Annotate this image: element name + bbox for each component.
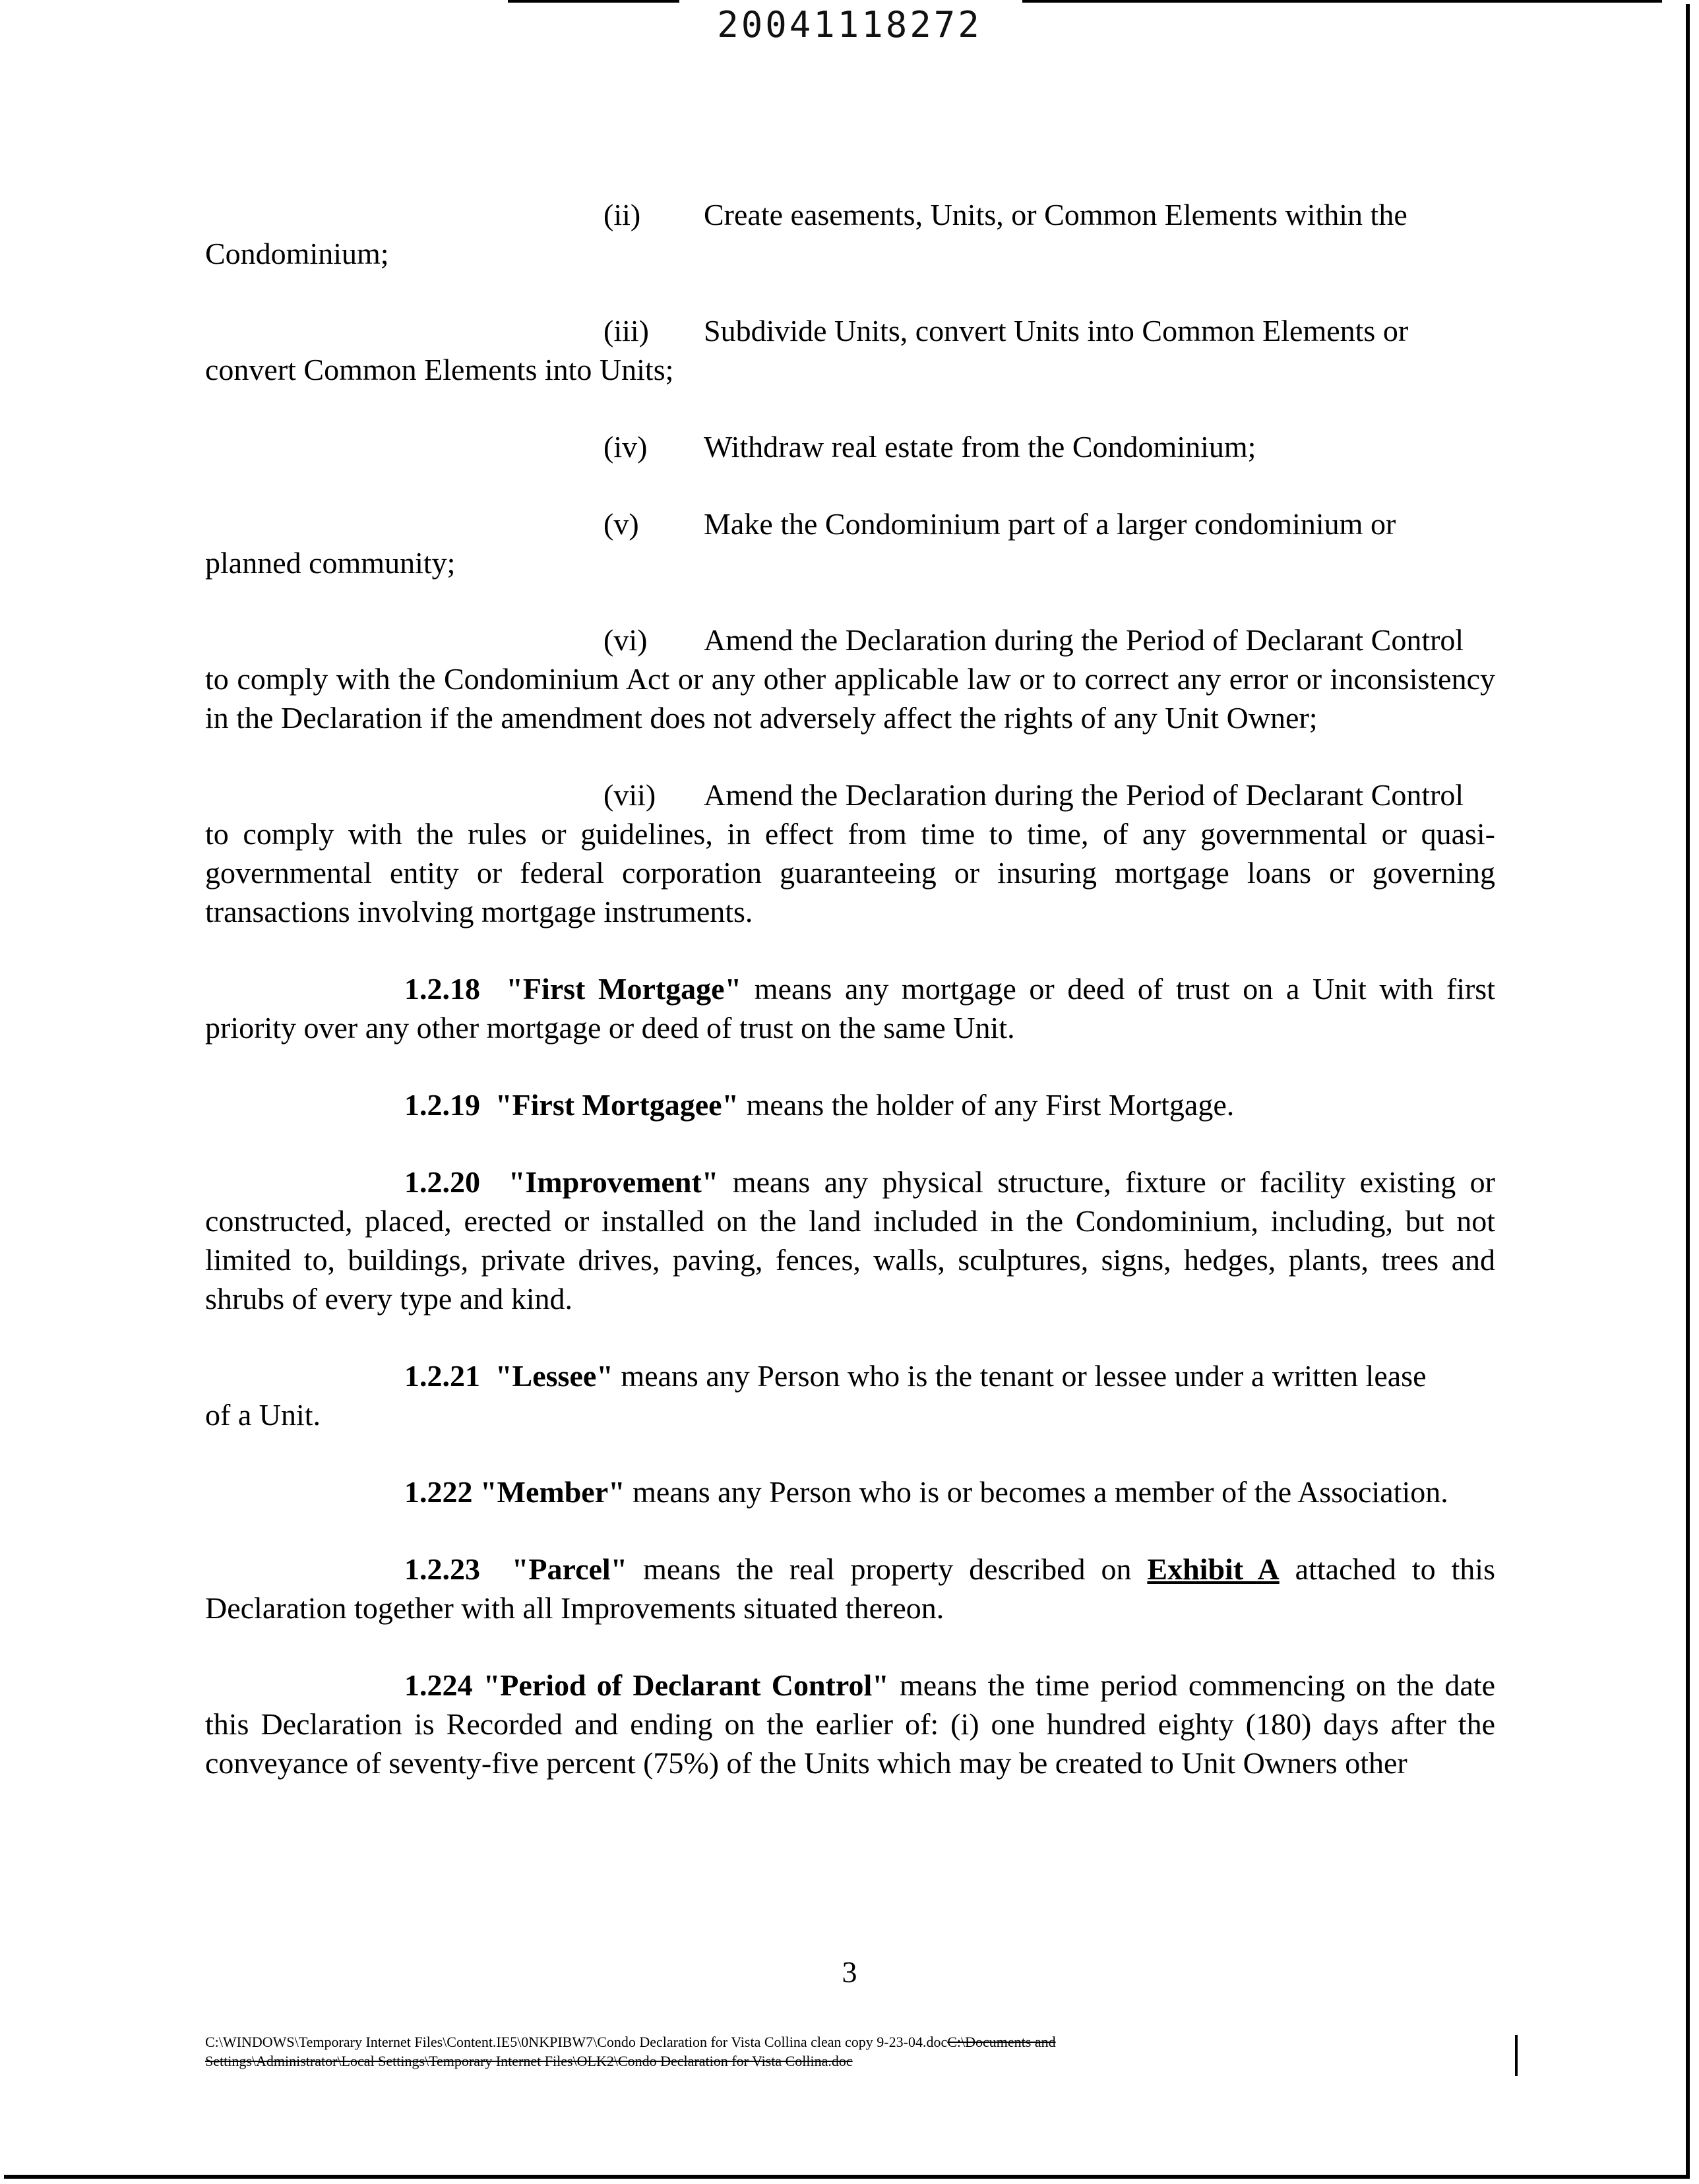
definition-number: 1.224	[404, 1668, 473, 1702]
definition-number: 1.222	[404, 1475, 473, 1509]
definition-text: means any physical structure, fixture or facility existing or constructed, placed, erected or installed on the land included in the Condominium, including, but not limited to, buildings, private drives, paving, fences, walls, sculptures, signs, hedges, plants, trees and shrubs of every type and kind.	[205, 1165, 1495, 1316]
subitem-text-first: Create easements, Units, or Common Elements within the	[704, 198, 1407, 231]
definition-term: "First Mortgagee"	[495, 1088, 739, 1122]
subitem-text-first: Amend the Declaration during the Period of Declarant Control	[704, 778, 1464, 812]
definition-term: "Improvement"	[508, 1165, 719, 1199]
definition-1-2-18	[205, 969, 1495, 1047]
footer-struck-path-2: Settings\Administrator\Local Settings\Temporary Internet Files\OLK2\Condo Declaration for Vista Collina.doc	[205, 2053, 853, 2069]
definition-text: means the time period commencing on the date this Declaration is Recorded and ending on the earlier of: (i) one hundred eighty (180) days after the conveyance of seventy-five percent (75%) of the Units which may be created to Unit Owners other	[205, 1668, 1495, 1780]
definition-number: 1.2.20	[404, 1165, 480, 1199]
definition-text-rest: of a Unit.	[205, 1398, 321, 1432]
definition-text-after: attached to this Declaration together with all Improvements situated thereon.	[205, 1552, 1495, 1625]
definition-text: means the holder of any First Mortgage.	[739, 1088, 1235, 1122]
definition-text-before: means the real property described on	[627, 1552, 1148, 1586]
subitem-number: (iii)	[603, 314, 649, 348]
subitem-text-first: Subdivide Units, convert Units into Common Elements or	[704, 314, 1409, 348]
definition-1-2-20	[205, 1163, 1495, 1318]
definition-text: means any Person who is or becomes a member of the Association.	[625, 1475, 1448, 1509]
definition-text: means any mortgage or deed of trust on a Unit with first priority over any other mortgage or deed of trust on the same Unit.	[205, 972, 1495, 1045]
exhibit-a-reference: Exhibit A	[1147, 1552, 1280, 1586]
definition-term: "Parcel"	[511, 1552, 628, 1586]
definition-number: 1.2.23	[404, 1552, 480, 1586]
subitem-text-first: Withdraw real estate from the Condominium;	[704, 430, 1256, 464]
definition-1-2-21	[205, 1356, 1495, 1434]
footer-path: C:\WINDOWS\Temporary Internet Files\Content.IE5\0NKPIBW7\Condo Declaration for Vista Collina clean copy 9-23-04.doc	[205, 2034, 948, 2050]
subitem-text-rest: convert Common Elements into Units;	[205, 353, 674, 386]
revision-margin-bar	[1515, 2035, 1518, 2076]
subitem-text-rest: to comply with the Condominium Act or any other applicable law or to correct any error or inconsistency in the Declaration if the amendment does not adversely affect the rights of any Unit Owner;	[205, 662, 1495, 735]
subitem-vi	[205, 621, 1495, 737]
footer-struck-path-1: C:\Documents and	[947, 2034, 1056, 2050]
subitem-number: (ii)	[603, 198, 641, 231]
definition-1-2-19	[205, 1085, 1495, 1124]
subitem-number: (vi)	[603, 623, 648, 657]
definition-1-222	[205, 1472, 1495, 1511]
subitem-number: (vii)	[603, 778, 656, 812]
document-body	[205, 195, 1495, 1821]
definition-1-2-23	[205, 1550, 1495, 1627]
file-path-footer	[205, 2032, 1353, 2071]
document-number: 20041118272	[717, 4, 982, 46]
subitem-text-first: Make the Condominium part of a larger condominium or	[704, 507, 1396, 541]
subitem-text-rest: to comply with the rules or guidelines, in effect from time to time, of any governmental or quasi-governmental entity or federal corporation guaranteeing or insuring mortgage loans or governing transactions involving mortgage instruments.	[205, 817, 1495, 928]
definition-term: "Lessee"	[495, 1359, 613, 1393]
subitem-text-rest: planned community;	[205, 546, 456, 580]
definition-number: 1.2.19	[404, 1088, 480, 1122]
subitem-iv	[205, 427, 1495, 466]
subitem-v	[205, 504, 1495, 582]
definition-term: "First Mortgage"	[506, 972, 742, 1006]
definition-term: "Member"	[480, 1475, 625, 1509]
definition-number: 1.2.18	[404, 972, 480, 1006]
subitem-iii	[205, 311, 1495, 389]
subitem-ii	[205, 195, 1495, 273]
subitem-number: (v)	[603, 507, 639, 541]
definition-text: means any Person who is the tenant or lessee under a written lease	[613, 1359, 1427, 1393]
subitem-text-rest: Condominium;	[205, 237, 389, 270]
subitem-vii	[205, 775, 1495, 931]
definition-number: 1.2.21	[404, 1359, 480, 1393]
definition-1-224	[205, 1666, 1495, 1782]
definition-term: "Period of Declarant Control"	[483, 1668, 889, 1702]
subitem-text-first: Amend the Declaration during the Period of Declarant Control	[704, 623, 1464, 657]
subitem-number: (iv)	[603, 430, 648, 464]
page-number: 3	[842, 1955, 857, 1989]
